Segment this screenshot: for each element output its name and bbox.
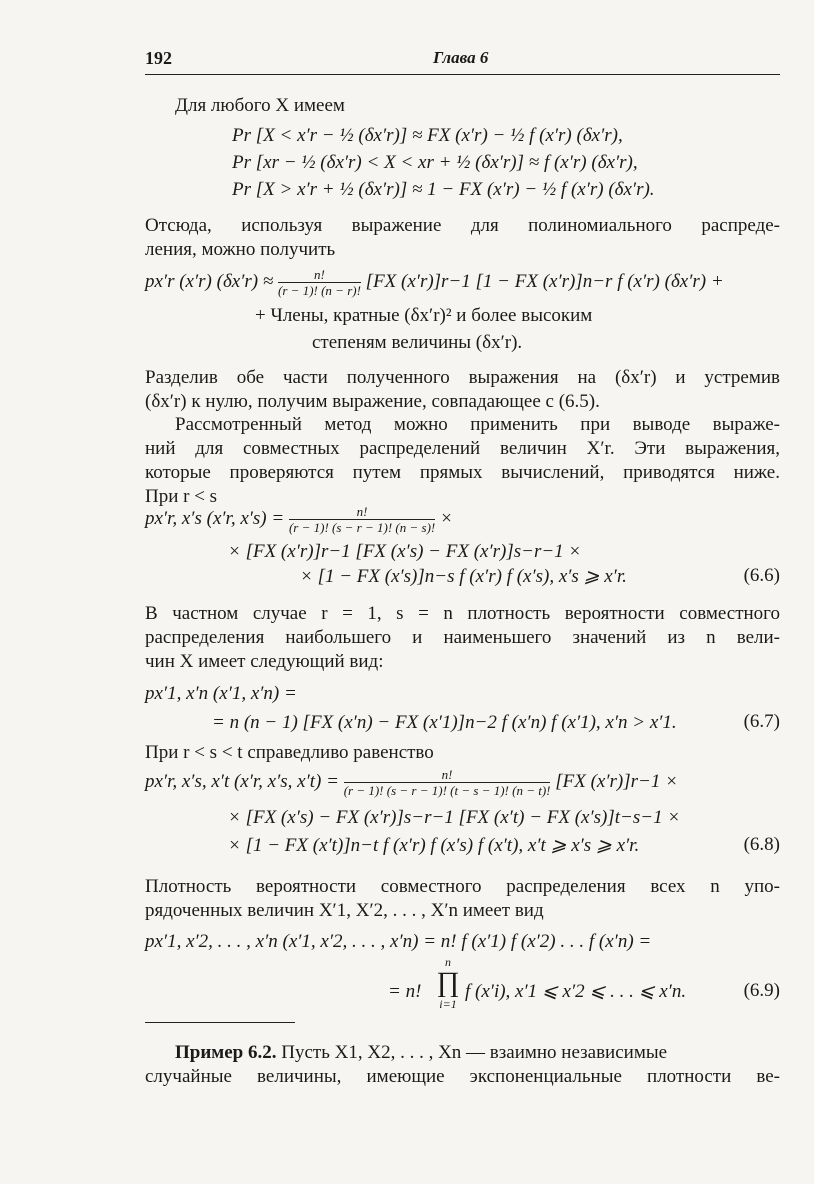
equation-line xyxy=(145,267,724,298)
text-line xyxy=(175,1041,780,1065)
text-line: При r < s < t справедливо равенство xyxy=(145,742,434,763)
equation-number: (6.6) xyxy=(743,565,780,586)
equation-number: (6.7) xyxy=(743,711,780,732)
text-line: которые проверяются путем прямых вычислений, приводятся ниже. xyxy=(145,462,780,483)
equation-line: + Члены, кратные (δx′r)² и более высоким xyxy=(255,305,593,326)
equation-number: (6.8) xyxy=(743,834,780,855)
equation-line: Pr [X > x′r + ½ (δx′r)] ≈ 1 − FX (x′r) − ½ f (x′r) (δx′r). xyxy=(232,179,655,200)
text-line: рядоченных величин X′1, X′2, . . . , X′n имеет вид xyxy=(145,900,544,921)
text-line: Плотность вероятности совместного распределения всех n упо- xyxy=(145,876,780,897)
text-line: распределения наибольшего и наименьшего значений из n вели- xyxy=(145,627,780,648)
equation-line: Pr [X < x′r − ½ (δx′r)] ≈ FX (x′r) − ½ f (x′r) (δx′r), xyxy=(232,125,623,146)
fraction-denominator: (r − 1)! (s − r − 1)! (t − s − 1)! (n − t)! xyxy=(343,783,551,798)
equation-line: × [1 − FX (x′t)]n−t f (x′r) f (x′s) f (x′t), x′t ⩾ x′s ⩾ x′r. xyxy=(228,835,640,856)
equation-line: px′1, x′2, . . . , x′n (x′1, x′2, . . . , x′n) = n! f (x′1) f (x′2) . . . f (x′n) = xyxy=(145,931,652,952)
equation-line xyxy=(145,504,453,535)
equation-number: (6.9) xyxy=(743,980,780,1001)
page-header xyxy=(145,48,780,75)
equation-line: = n (n − 1) [FX (x′n) − FX (x′1)]n−2 f (x′n) f (x′1), x′n > x′1. xyxy=(212,712,677,733)
fraction-denominator: (r − 1)! (s − r − 1)! (n − s)! xyxy=(288,520,436,535)
chapter-title: Глава 6 xyxy=(433,48,489,67)
equation-part: [FX (x′r)]r−1 × xyxy=(555,770,678,792)
equation-line xyxy=(145,767,678,798)
text-line: ления, можно получить xyxy=(145,239,336,260)
fraction xyxy=(344,767,551,798)
example-text: Пусть X1, X2, . . . , Xn — взаимно независимые xyxy=(281,1042,668,1063)
fraction-numerator: n! xyxy=(344,767,551,783)
equation-part: f (x′i), x′1 ⩽ x′2 ⩽ . . . ⩽ x′n. xyxy=(465,981,687,1002)
product-lower-limit: i=1 xyxy=(439,997,457,1011)
text-line: (δx′r) к нулю, получим выражение, совпадающее с (6.5). xyxy=(145,391,600,412)
footnote-rule xyxy=(145,1022,295,1023)
equation-part: px′r (x′r) (δx′r) ≈ xyxy=(145,270,274,292)
text-line: Для любого X имеем xyxy=(175,95,345,116)
equation-line: × [FX (x′r)]r−1 [FX (x′s) − FX (x′r)]s−r−1 × xyxy=(228,541,582,562)
text-line: В частном случае r = 1, s = n плотность вероятности совместного xyxy=(145,603,780,624)
fraction-numerator: n! xyxy=(278,267,361,283)
equation-part: × xyxy=(440,507,453,529)
equation-line: × [1 − FX (x′s)]n−s f (x′r) f (x′s), x′s ⩾ x′r. xyxy=(300,566,627,587)
equation-line: × [FX (x′s) − FX (x′r)]s−r−1 [FX (x′t) − FX (x′s)]t−s−1 × xyxy=(228,807,681,828)
equation-line: Pr [xr − ½ (δx′r) < X < xr + ½ (δx′r)] ≈ f (x′r) (δx′r), xyxy=(232,152,638,173)
fraction-numerator: n! xyxy=(289,504,435,520)
equation-line: степеням величины (δx′r). xyxy=(312,332,523,353)
text-line: При r < s xyxy=(145,486,218,507)
example-label: Пример 6.2. xyxy=(175,1042,277,1063)
text-line: Разделив обе части полученного выражения на (δx′r) и устремив xyxy=(145,367,780,388)
fraction-denominator: (r − 1)! (n − r)! xyxy=(278,283,361,298)
text-line: чин X имеет следующий вид: xyxy=(145,651,384,672)
equation-part: px′r, x′s, x′t (x′r, x′s, x′t) = xyxy=(145,770,339,792)
text-line: Отсюда, используя выражение для полиномиального распреде- xyxy=(145,215,780,236)
equation-part: px′r, x′s (x′r, x′s) = xyxy=(145,507,285,529)
fraction xyxy=(289,504,435,535)
equation-part: = n! xyxy=(388,981,422,1002)
product-upper-limit: n xyxy=(445,955,451,969)
product-symbol: ∏ xyxy=(436,967,460,998)
text-line: ний для совместных распределений величин X′r. Эти выражения, xyxy=(145,438,780,459)
fraction xyxy=(278,267,361,298)
product-operator xyxy=(435,955,461,1011)
text-line: случайные величины, имеющие экспоненциальные плотности ве- xyxy=(145,1066,780,1087)
page-number: 192 xyxy=(145,48,172,68)
equation-line: px′1, x′n (x′1, x′n) = xyxy=(145,683,297,704)
equation-part: [FX (x′r)]r−1 [1 − FX (x′r)]n−r f (x′r) (δx′r) + xyxy=(365,270,724,292)
text-line: Рассмотренный метод можно применить при выводе выраже- xyxy=(175,414,780,435)
